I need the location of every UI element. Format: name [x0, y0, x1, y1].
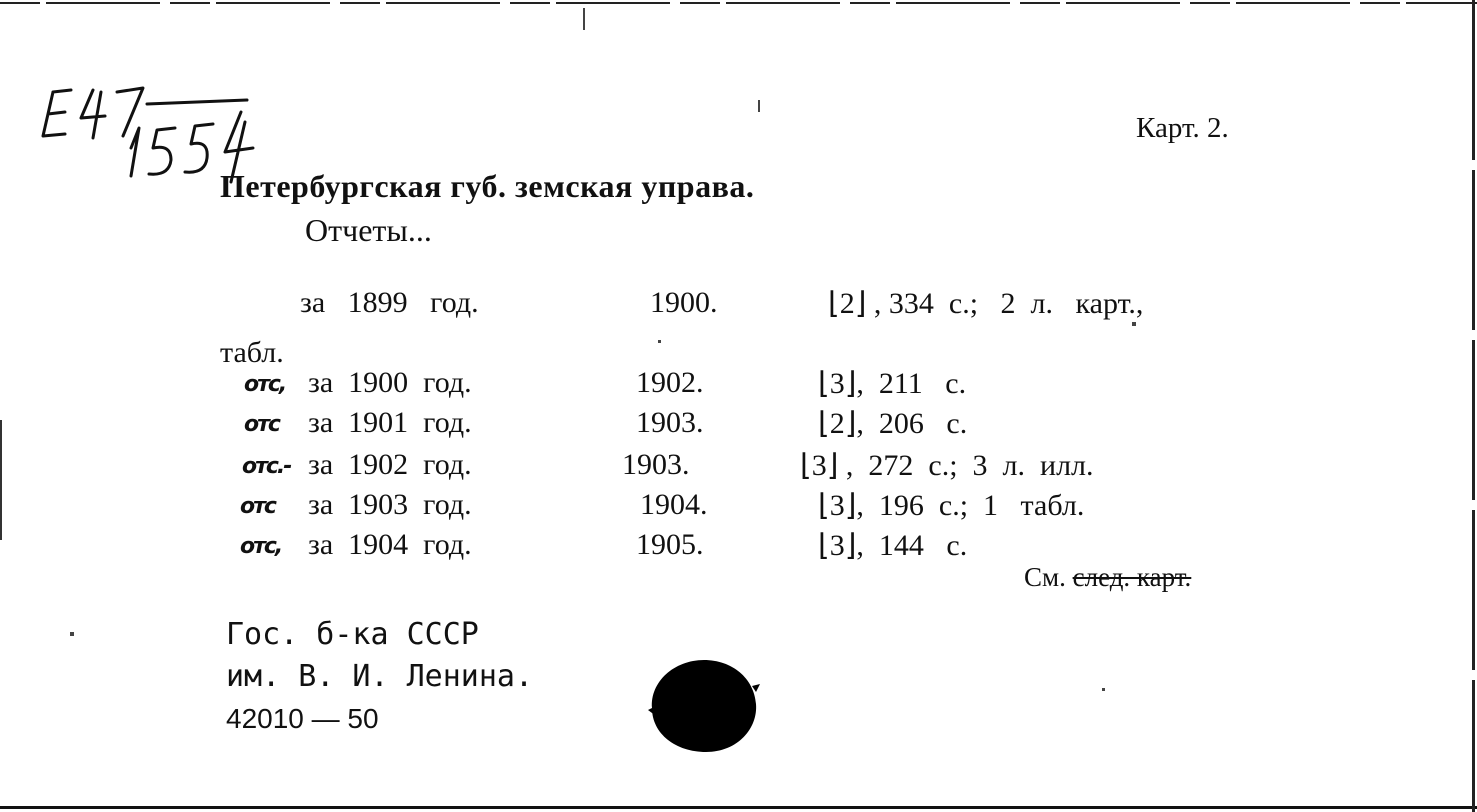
handwritten-holding-mark: отс,: [244, 372, 286, 397]
punch-hole: [648, 656, 760, 756]
entry-period: за 1903 год.: [308, 488, 472, 521]
entry-row: [0, 406, 1477, 446]
card-top-edge: [0, 2, 1477, 4]
entry-collation: ⌊2⌋, 206 с.: [818, 407, 968, 440]
see-next-prefix: См.: [1024, 562, 1066, 592]
entry-publication-year: 1905.: [636, 528, 704, 561]
entry-row: [0, 448, 1477, 488]
entry-row: [0, 286, 1477, 326]
handwritten-holding-mark: отс: [240, 494, 275, 519]
entry-period: за 1904 год.: [308, 528, 472, 561]
entry-collation: ⌊3⌋, 211 с.: [818, 367, 967, 400]
corporate-author-heading: Петербургская губ. земская управа.: [220, 168, 755, 204]
punch-hole-shape: [648, 656, 760, 756]
entry-publication-year: 1903.: [622, 448, 690, 481]
entry-collation: ⌊3⌋, 144 с.: [818, 529, 968, 562]
scan-speck: [70, 632, 74, 636]
entry-publication-year: 1903.: [636, 406, 704, 439]
entry-period: за 1900 год.: [308, 366, 472, 399]
entry-row: [0, 528, 1477, 568]
handwritten-holding-mark: отс.-: [242, 454, 291, 479]
see-next-struck-text: след. карт.: [1072, 562, 1192, 592]
library-name-line: Гос. б-ка СССР: [226, 617, 479, 652]
scan-speck: [1102, 688, 1105, 691]
library-name-line: им. В. И. Ленина.: [226, 659, 534, 694]
entry-collation: ⌊3⌋, 196 с.; 1 табл.: [818, 489, 1085, 522]
entry-publication-year: 1902.: [636, 366, 704, 399]
print-order-code: 42010 — 50: [226, 703, 379, 734]
entry-publication-year: 1904.: [640, 488, 708, 521]
entry-row: [0, 488, 1477, 528]
entry-period: за 1901 год.: [308, 406, 472, 439]
title: Отчеты...: [305, 212, 432, 248]
entry-row: [0, 366, 1477, 406]
see-next-card-note: [1024, 562, 1191, 593]
entry-collation: ⌊3⌋ , 272 с.; 3 л. илл.: [800, 449, 1094, 482]
entry-period: за 1902 год.: [308, 448, 472, 481]
handwritten-holding-mark: отс: [244, 412, 279, 437]
library-imprint: [226, 614, 533, 740]
entry-publication-year: 1900.: [650, 286, 718, 319]
scan-speck: [583, 8, 585, 30]
entry-period: за 1899 год.: [300, 286, 479, 319]
card-number: Карт. 2.: [1136, 112, 1229, 144]
entry-collation-continuation: табл.: [220, 336, 284, 369]
scan-speck: [758, 100, 760, 112]
handwritten-holding-mark: отс,: [240, 534, 282, 559]
entry-collation: ⌊2⌋ , 334 с.; 2 л. карт.,: [828, 287, 1144, 320]
card-bottom-edge: [0, 806, 1477, 809]
